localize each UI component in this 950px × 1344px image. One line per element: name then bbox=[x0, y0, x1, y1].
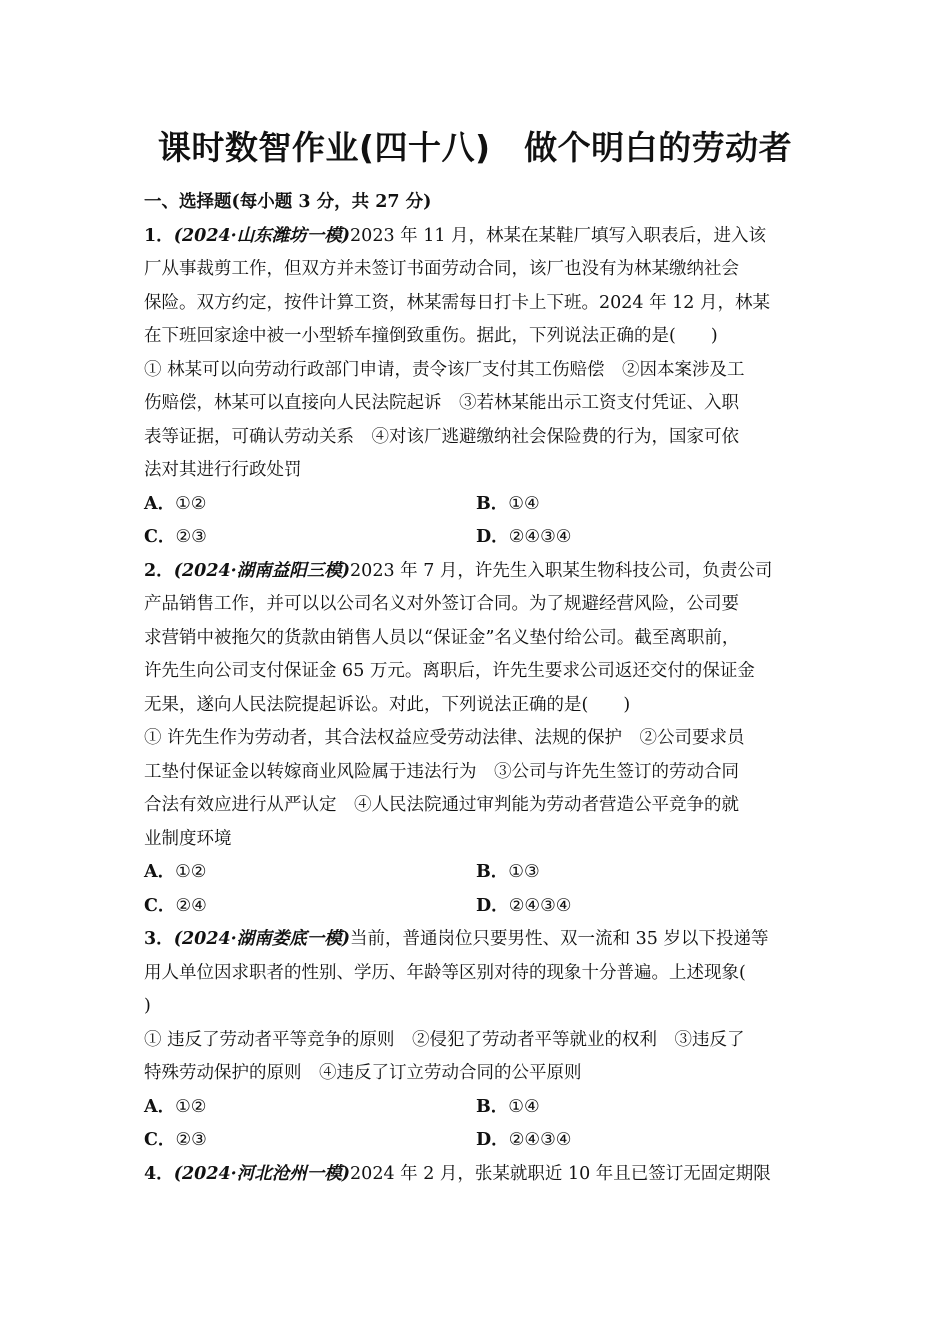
statement-line: 特殊劳动保护的原则 ④违反了订立劳动合同的公平原则 bbox=[144, 1063, 582, 1083]
question-source: (2024·湖南益阳三模) bbox=[173, 560, 351, 581]
option-c: C．②③ bbox=[144, 1130, 207, 1150]
statement-line: ① 许先生作为劳动者，其合法权益应受劳动法律、法规的保护 ②公司要求员 bbox=[144, 728, 745, 748]
question-text: 2023 年 7 月，许先生入职某生物科技公司，负责公司 bbox=[350, 560, 773, 581]
question-4 bbox=[144, 1158, 808, 1192]
statement-line: ① 违反了劳动者平等竞争的原则 ②侵犯了劳动者平等就业的权利 ③违反了 bbox=[144, 1029, 745, 1050]
question-line bbox=[144, 1158, 808, 1192]
question-line: 求营销中被拖欠的货款由销售人员以“保证金”名义垫付给公司。截至离职前， bbox=[144, 627, 740, 648]
question-1 bbox=[144, 220, 808, 555]
page-title: 课时数智作业(四十八) 做个明白的劳动者 bbox=[157, 128, 793, 167]
question-line bbox=[144, 555, 808, 589]
question-number: 2． bbox=[144, 560, 174, 581]
question-2 bbox=[144, 555, 808, 924]
statement-line: 表等证据，可确认劳动关系 ④对该厂逃避缴纳社会保险费的行为，国家可依 bbox=[144, 426, 739, 447]
option-a: A．①② bbox=[144, 862, 207, 882]
question-line: ) bbox=[144, 996, 151, 1016]
option-c: C．②④ bbox=[144, 895, 207, 916]
statement-line: 业制度环境 bbox=[144, 828, 232, 849]
option-b: B．①④ bbox=[476, 1096, 540, 1117]
question-text: 2024 年 2 月，张某就职近 10 年且已签订无固定期限 bbox=[350, 1163, 771, 1184]
statement-line: ① 林某可以向劳动行政部门申请，责令该厂支付其工伤赔偿 ②因本案涉及工 bbox=[144, 359, 745, 380]
question-line: 用人单位因求职者的性别、学历、年龄等区别对待的现象十分普遍。上述现象( bbox=[144, 962, 746, 983]
statement-line: 法对其进行行政处罚 bbox=[144, 460, 302, 480]
options-row bbox=[144, 890, 808, 924]
question-source: (2024·湖南娄底一模) bbox=[173, 929, 351, 949]
question-number: 1． bbox=[144, 225, 174, 246]
options-row bbox=[144, 1091, 808, 1125]
question-line: 厂从事裁剪工作，但双方并未签订书面劳动合同，该厂也没有为林某缴纳社会 bbox=[144, 259, 739, 279]
option-d: D．②④③④ bbox=[476, 895, 572, 916]
statement-line: 工垫付保证金以转嫁商业风险属于违法行为 ③公司与许先生签订的劳动合同 bbox=[144, 761, 739, 782]
question-text: 当前，普通岗位只要男性、双一流和 35 岁以下投递等 bbox=[350, 929, 769, 949]
statement-line: 伤赔偿，林某可以直接向人民法院起诉 ③若林某能出示工资支付凭证、入职 bbox=[144, 393, 739, 413]
question-line: 保险。双方约定，按件计算工资，林某需每日打卡上下班。2024 年 12 月，林某 bbox=[144, 292, 770, 313]
options-row bbox=[144, 488, 808, 522]
question-source: (2024·山东潍坊一模) bbox=[173, 225, 351, 246]
question-text: 2023 年 11 月，林某在某鞋厂填写入职表后，进入该 bbox=[350, 225, 767, 246]
option-c: C．②③ bbox=[144, 527, 207, 547]
option-a: A．①② bbox=[144, 493, 207, 514]
question-number: 4． bbox=[144, 1163, 174, 1184]
question-line bbox=[144, 923, 808, 957]
question-line: 许先生向公司支付保证金 65 万元。离职后，许先生要求公司返还交付的保证金 bbox=[144, 661, 755, 681]
question-source: (2024·河北沧州一模) bbox=[173, 1163, 351, 1184]
question-line bbox=[144, 220, 808, 254]
option-b: B．①③ bbox=[476, 862, 540, 882]
question-number: 3． bbox=[144, 929, 174, 949]
options-row bbox=[144, 521, 808, 555]
question-line: 产品销售工作，并可以以公司名义对外签订合同。为了规避经营风险，公司要 bbox=[144, 594, 739, 614]
question-line: 无果，遂向人民法院提起诉讼。对此，下列说法正确的是( ) bbox=[144, 694, 631, 715]
options-row bbox=[144, 856, 808, 890]
option-b: B．①④ bbox=[476, 493, 540, 514]
document-body bbox=[144, 186, 808, 1191]
options-row bbox=[144, 1124, 808, 1158]
question-3 bbox=[144, 923, 808, 1158]
question-line: 在下班回家途中被一小型轿车撞倒致重伤。据此，下列说法正确的是( ) bbox=[144, 326, 718, 346]
statement-line: 合法有效应进行从严认定 ④人民法院通过审判能为劳动者营造公平竞争的就 bbox=[144, 795, 739, 815]
option-a: A．①② bbox=[144, 1096, 207, 1117]
option-d: D．②④③④ bbox=[476, 527, 572, 547]
option-d: D．②④③④ bbox=[476, 1130, 572, 1150]
section-heading: 一、选择题(每小题 3 分，共 27 分) bbox=[144, 192, 432, 212]
